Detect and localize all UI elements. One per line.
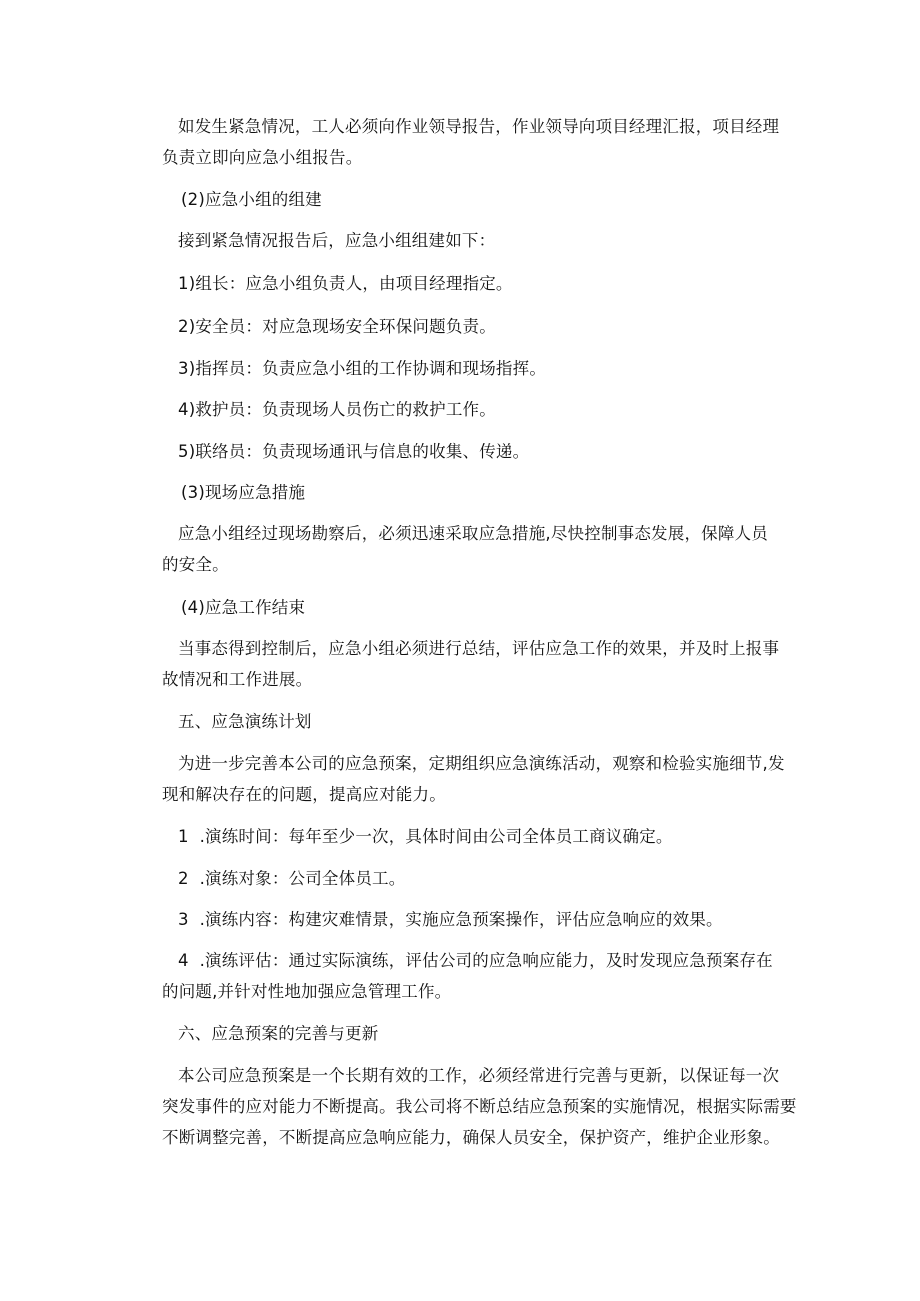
text-line: 2)安全员：对应急现场安全环保问题负责。 [178,317,496,336]
text-line: 应急小组经过现场勘察后，必须迅速采取应急措施,尽快控制事态发展，保障人员 [178,524,768,543]
paragraph-onsite-measures [162,518,794,580]
text-line: 当事态得到控制后，应急小组必须进行总结，评估应急工作的效果，并及时上报事 [178,639,780,658]
text-line: 本公司应急预案是一个长期有效的工作，必须经常进行完善与更新，以保证每一次 [178,1066,780,1085]
text-line: 为进一步完善本公司的应急预案，定期组织应急演练活动，观察和检验实施细节,发 [178,754,785,773]
text-line: 1)组长：应急小组负责人，由项目经理指定。 [178,274,513,293]
text-line: 如发生紧急情况，工人必须向作业领导报告，作业领导向项目经理汇报，项目经理 [178,117,780,136]
list-item-drill-target [178,863,810,894]
text-line: 4 .演练评估：通过实际演练，评估公司的应急响应能力，及时发现应急预案存在 [178,951,773,970]
text-line: (2)应急小组的组建 [181,190,322,209]
text-line: 五、应急演练计划 [178,712,312,731]
text-line: (3)现场应急措施 [181,483,306,502]
list-item-safety [178,311,810,342]
text-line: 5)联络员：负责现场通讯与信息的收集、传递。 [178,442,530,461]
paragraph-plan-update [162,1060,797,1153]
section-heading-drill-plan [178,706,810,737]
paragraph-team-intro [178,225,810,256]
subheading-onsite-measures [181,477,813,508]
text-line: 的问题,并针对性地加强应急管理工作。 [162,982,452,1001]
subheading-team-formation [181,184,813,215]
list-item-drill-time [178,821,810,852]
text-line: 负责立即向应急小组报告。 [162,148,363,167]
list-item-drill-evaluation [162,945,794,1007]
subheading-work-end [181,592,813,623]
paragraph-work-end [162,633,794,695]
text-line: 3)指挥员：负责应急小组的工作协调和现场指挥。 [178,359,547,378]
paragraph-emergency-report [162,111,794,173]
text-line: 1 .演练时间：每年至少一次，具体时间由公司全体员工商议确定。 [178,827,673,846]
text-line: 2 .演练对象：公司全体员工。 [178,869,406,888]
text-line: 4)救护员：负责现场人员伤亡的救护工作。 [178,400,496,419]
list-item-leader [178,268,810,299]
text-line: 突发事件的应对能力不断提高。我公司将不断总结应急预案的实施情况，根据实际需要 [162,1097,797,1116]
list-item-drill-content [178,904,810,935]
list-item-commander [178,353,810,384]
text-line: 不断调整完善，不断提高应急响应能力，确保人员安全，保护资产，维护企业形象。 [162,1128,780,1147]
text-line: 六、应急预案的完善与更新 [178,1024,379,1043]
text-line: 3 .演练内容：构建灾难情景，实施应急预案操作，评估应急响应的效果。 [178,910,723,929]
text-line: (4)应急工作结束 [181,598,306,617]
text-line: 的安全。 [162,555,229,574]
section-heading-plan-update [178,1018,810,1049]
text-line: 故情况和工作进展。 [162,670,313,689]
list-item-rescuer [178,394,810,425]
text-line: 接到紧急情况报告后，应急小组组建如下： [178,231,496,250]
text-line: 现和解决存在的问题，提高应对能力。 [162,785,446,804]
paragraph-drill-purpose [162,748,794,810]
list-item-liaison [178,436,810,467]
